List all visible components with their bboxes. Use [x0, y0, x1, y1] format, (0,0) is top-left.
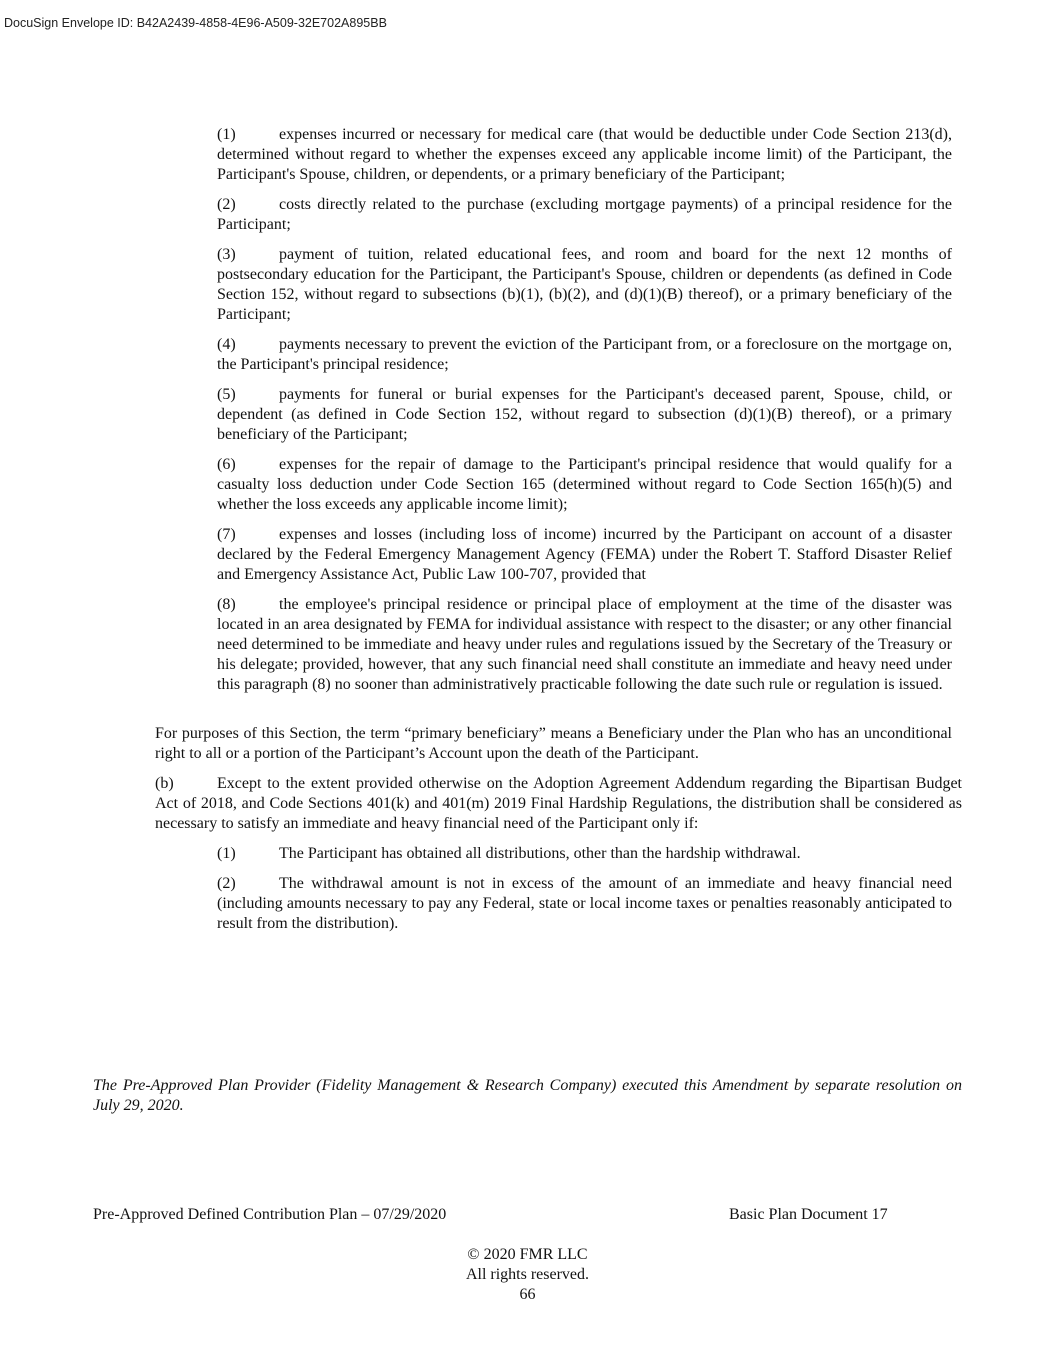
- item-text: The Participant has obtained all distributions, other than the hardship withdrawal.: [279, 845, 801, 862]
- item-number: (3): [217, 246, 236, 263]
- list-item: [217, 125, 952, 185]
- footer-copyright: © 2020 FMR LLC: [467, 1246, 588, 1263]
- list-item: [217, 245, 952, 325]
- list-item: [217, 844, 952, 864]
- item-text: payment of tuition, related educational fees, and room and board for the next 12 months of postsecondary education for the Participant, the Participant's Spouse, children or dependents (as defined in Code Section 152, without regard to subsections (b)(1), (b)(2), and (d)(1)(B) thereof), or a primary beneficiary of the Participant;: [217, 246, 952, 323]
- section-b-paragraph: [155, 774, 962, 834]
- list-item: [217, 455, 952, 515]
- list-item: [217, 195, 952, 235]
- page-number: 66: [519, 1286, 536, 1303]
- item-number: (4): [217, 336, 236, 353]
- section-b-text: Except to the extent provided otherwise on the Adoption Agreement Addendum regarding the Bipartisan Budget Act of 2018, and Code Sections 401(k) and 401(m) 2019 Final Hardship Regulations, the distribution shall be considered as necessary to satisfy an immediate and heavy financial need of the Participant only if:: [155, 775, 962, 832]
- item-text: payments necessary to prevent the eviction of the Participant from, or a foreclosure on the mortgage on, the Participant's principal residence;: [217, 336, 952, 373]
- execution-note: The Pre-Approved Plan Provider (Fidelity Management & Research Company) executed this Amendment by separate resolution on July 29, 2020.: [93, 1077, 962, 1114]
- item-text: The withdrawal amount is not in excess of the amount of an immediate and heavy financial need (including amounts necessary to pay any Federal, state or local income taxes or penalties reasonably anticipated to result from the distribution).: [217, 875, 952, 932]
- item-number: (2): [217, 875, 236, 892]
- item-number: (6): [217, 456, 236, 473]
- item-number: (2): [217, 196, 236, 213]
- item-text: payments for funeral or burial expenses for the Participant's deceased parent, Spouse, child, or dependent (as defined in Code Section 152, without regard to subsection (d)(1)(B) thereof), or a primary beneficiary of the Participant;: [217, 386, 952, 443]
- section-b-number: (b): [155, 775, 174, 792]
- item-number: (8): [217, 596, 236, 613]
- item-text: expenses for the repair of damage to the Participant's principal residence that would qualify for a casualty loss deduction under Code Section 165 (determined without regard to Code Section 165(h)(5) and whether the loss exceeds any applicable income limit);: [217, 456, 952, 513]
- item-number: (7): [217, 526, 236, 543]
- item-text: costs directly related to the purchase (excluding mortgage payments) of a principal residence for the Participant;: [217, 196, 952, 233]
- footer-plan-name: Pre-Approved Defined Contribution Plan – 07/29/2020: [93, 1206, 447, 1223]
- list-item: [217, 595, 952, 695]
- item-number: (1): [217, 845, 236, 862]
- item-number: (5): [217, 386, 236, 403]
- primary-beneficiary-paragraph: For purposes of this Section, the term “primary beneficiary” means a Beneficiary under the Plan who has an unconditional right to all or a portion of the Participant’s Account upon the death of the Participant.: [155, 725, 952, 762]
- list-item: [217, 385, 952, 445]
- item-text: the employee's principal residence or principal place of employment at the time of the disaster was located in an area designated by FEMA for individual assistance with respect to the disaster; or any other financial need determined to be immediate and heavy under rules and regulations issued by the Secretary of the Treasury or his delegate; provided, however, that any such financial need shall constitute an immediate and heavy need under this paragraph (8) no sooner than administratively practicable following the date such rule or regulation is issued.: [217, 596, 952, 693]
- item-number: (1): [217, 126, 236, 143]
- item-text: expenses incurred or necessary for medical care (that would be deductible under Code Section 213(d), determined without regard to whether the expenses exceed any applicable income limit) of the Participant, the Participant's Spouse, children, or dependents, or a primary beneficiary of the Participant;: [217, 126, 952, 183]
- list-item: [217, 335, 952, 375]
- item-text: expenses and losses (including loss of income) incurred by the Participant on account of a disaster declared by the Federal Emergency Management Agency (FEMA) under the Robert T. Stafford Disaster Relief and Emergency Assistance Act, Public Law 100-707, provided that: [217, 526, 952, 583]
- docusign-envelope-id: DocuSign Envelope ID: B42A2439-4858-4E96-A509-32E702A895BB: [4, 16, 387, 30]
- list-item: [217, 874, 952, 934]
- list-item: [217, 525, 952, 585]
- footer-rights: All rights reserved.: [465, 1266, 590, 1283]
- footer-document-name: Basic Plan Document 17: [729, 1206, 888, 1223]
